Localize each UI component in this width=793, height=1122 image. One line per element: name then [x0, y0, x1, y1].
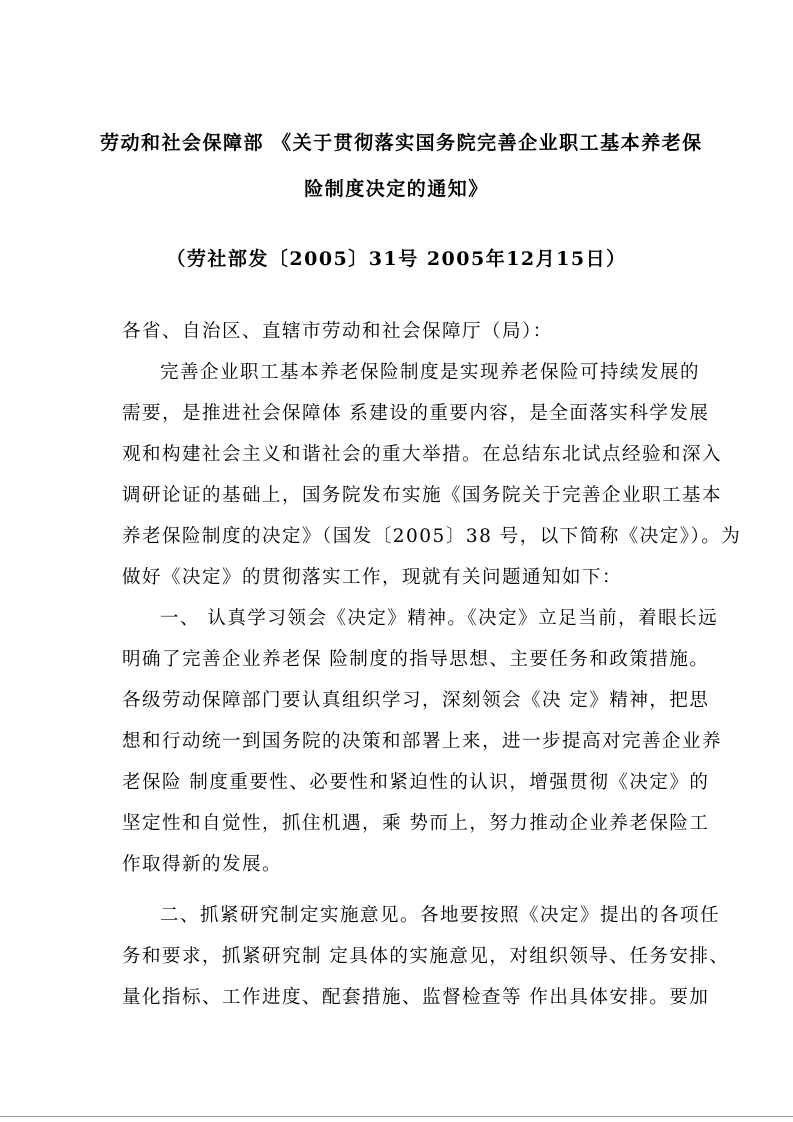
paragraph-2-line: 坚定性和自觉性，抓住机遇，乘 势而上，努力推动企业养老保险工 — [122, 813, 710, 834]
paragraph-3-line: 二、抓紧研究制定实施意见。各地要按照《决定》提出的各项任 — [160, 905, 721, 926]
paragraph-2-line: 一、 认真学习领会《决定》精神。《决定》立足当前，着眼长远 — [160, 608, 719, 629]
paragraph-1-line: 做好《决定》的贯彻落实工作，现就有关问题通知如下： — [122, 567, 623, 588]
paragraph-2-line: 明确了完善企业养老保 险制度的指导思想、主要任务和政策措施。 — [122, 649, 710, 670]
document-title-line-2: 险制度决定的通知》 — [304, 178, 489, 200]
page-bottom-rule — [0, 1116, 793, 1117]
document-title-line-1: 劳动和社会保障部 《关于贯彻落实国务院完善企业职工基本养老保 — [100, 132, 703, 154]
paragraph-1-line: 完善企业职工基本养老保险制度是实现养老保险可持续发展的 — [160, 362, 701, 383]
document-number: （劳社部发〔2005〕31号 2005年12月15日） — [166, 248, 627, 270]
paragraph-3-line: 务和要求，抓紧研究制 定具体的实施意见，对组织领导、任务安排、 — [122, 946, 730, 967]
paragraph-2-line: 各级劳动保障部门要认真组织学习，深刻领会《决 定》精神，把思 — [122, 690, 710, 711]
paragraph-1-line: 养老保险制度的决定》（国发〔2005〕38 号，以下简称《决定》）。为 — [122, 526, 742, 547]
paragraph-1-line: 调研论证的基础上，国务院发布实施《国务院关于完善企业职工基本 — [122, 485, 723, 506]
paragraph-2-line: 老保险 制度重要性、必要性和紧迫性的认识，增强贯彻《决定》的 — [122, 772, 710, 793]
paragraph-2-line: 想和行动统一到国务院的决策和部署上来，进一步提高对完善企业养 — [122, 731, 723, 752]
paragraph-1-line: 观和构建社会主义和谐社会的重大举措。在总结东北试点经验和深入 — [122, 444, 723, 465]
paragraph-1-line: 需要，是推进社会保障体 系建设的重要内容，是全面落实科学发展 — [122, 403, 710, 424]
paragraph-2-line: 作取得新的发展。 — [122, 854, 283, 875]
paragraph-3-line: 量化指标、工作进度、配套措施、监督检查等 作出具体安排。要加 — [122, 987, 710, 1008]
addressee: 各省、自治区、直辖市劳动和社会保障厅（局）： — [122, 321, 553, 342]
